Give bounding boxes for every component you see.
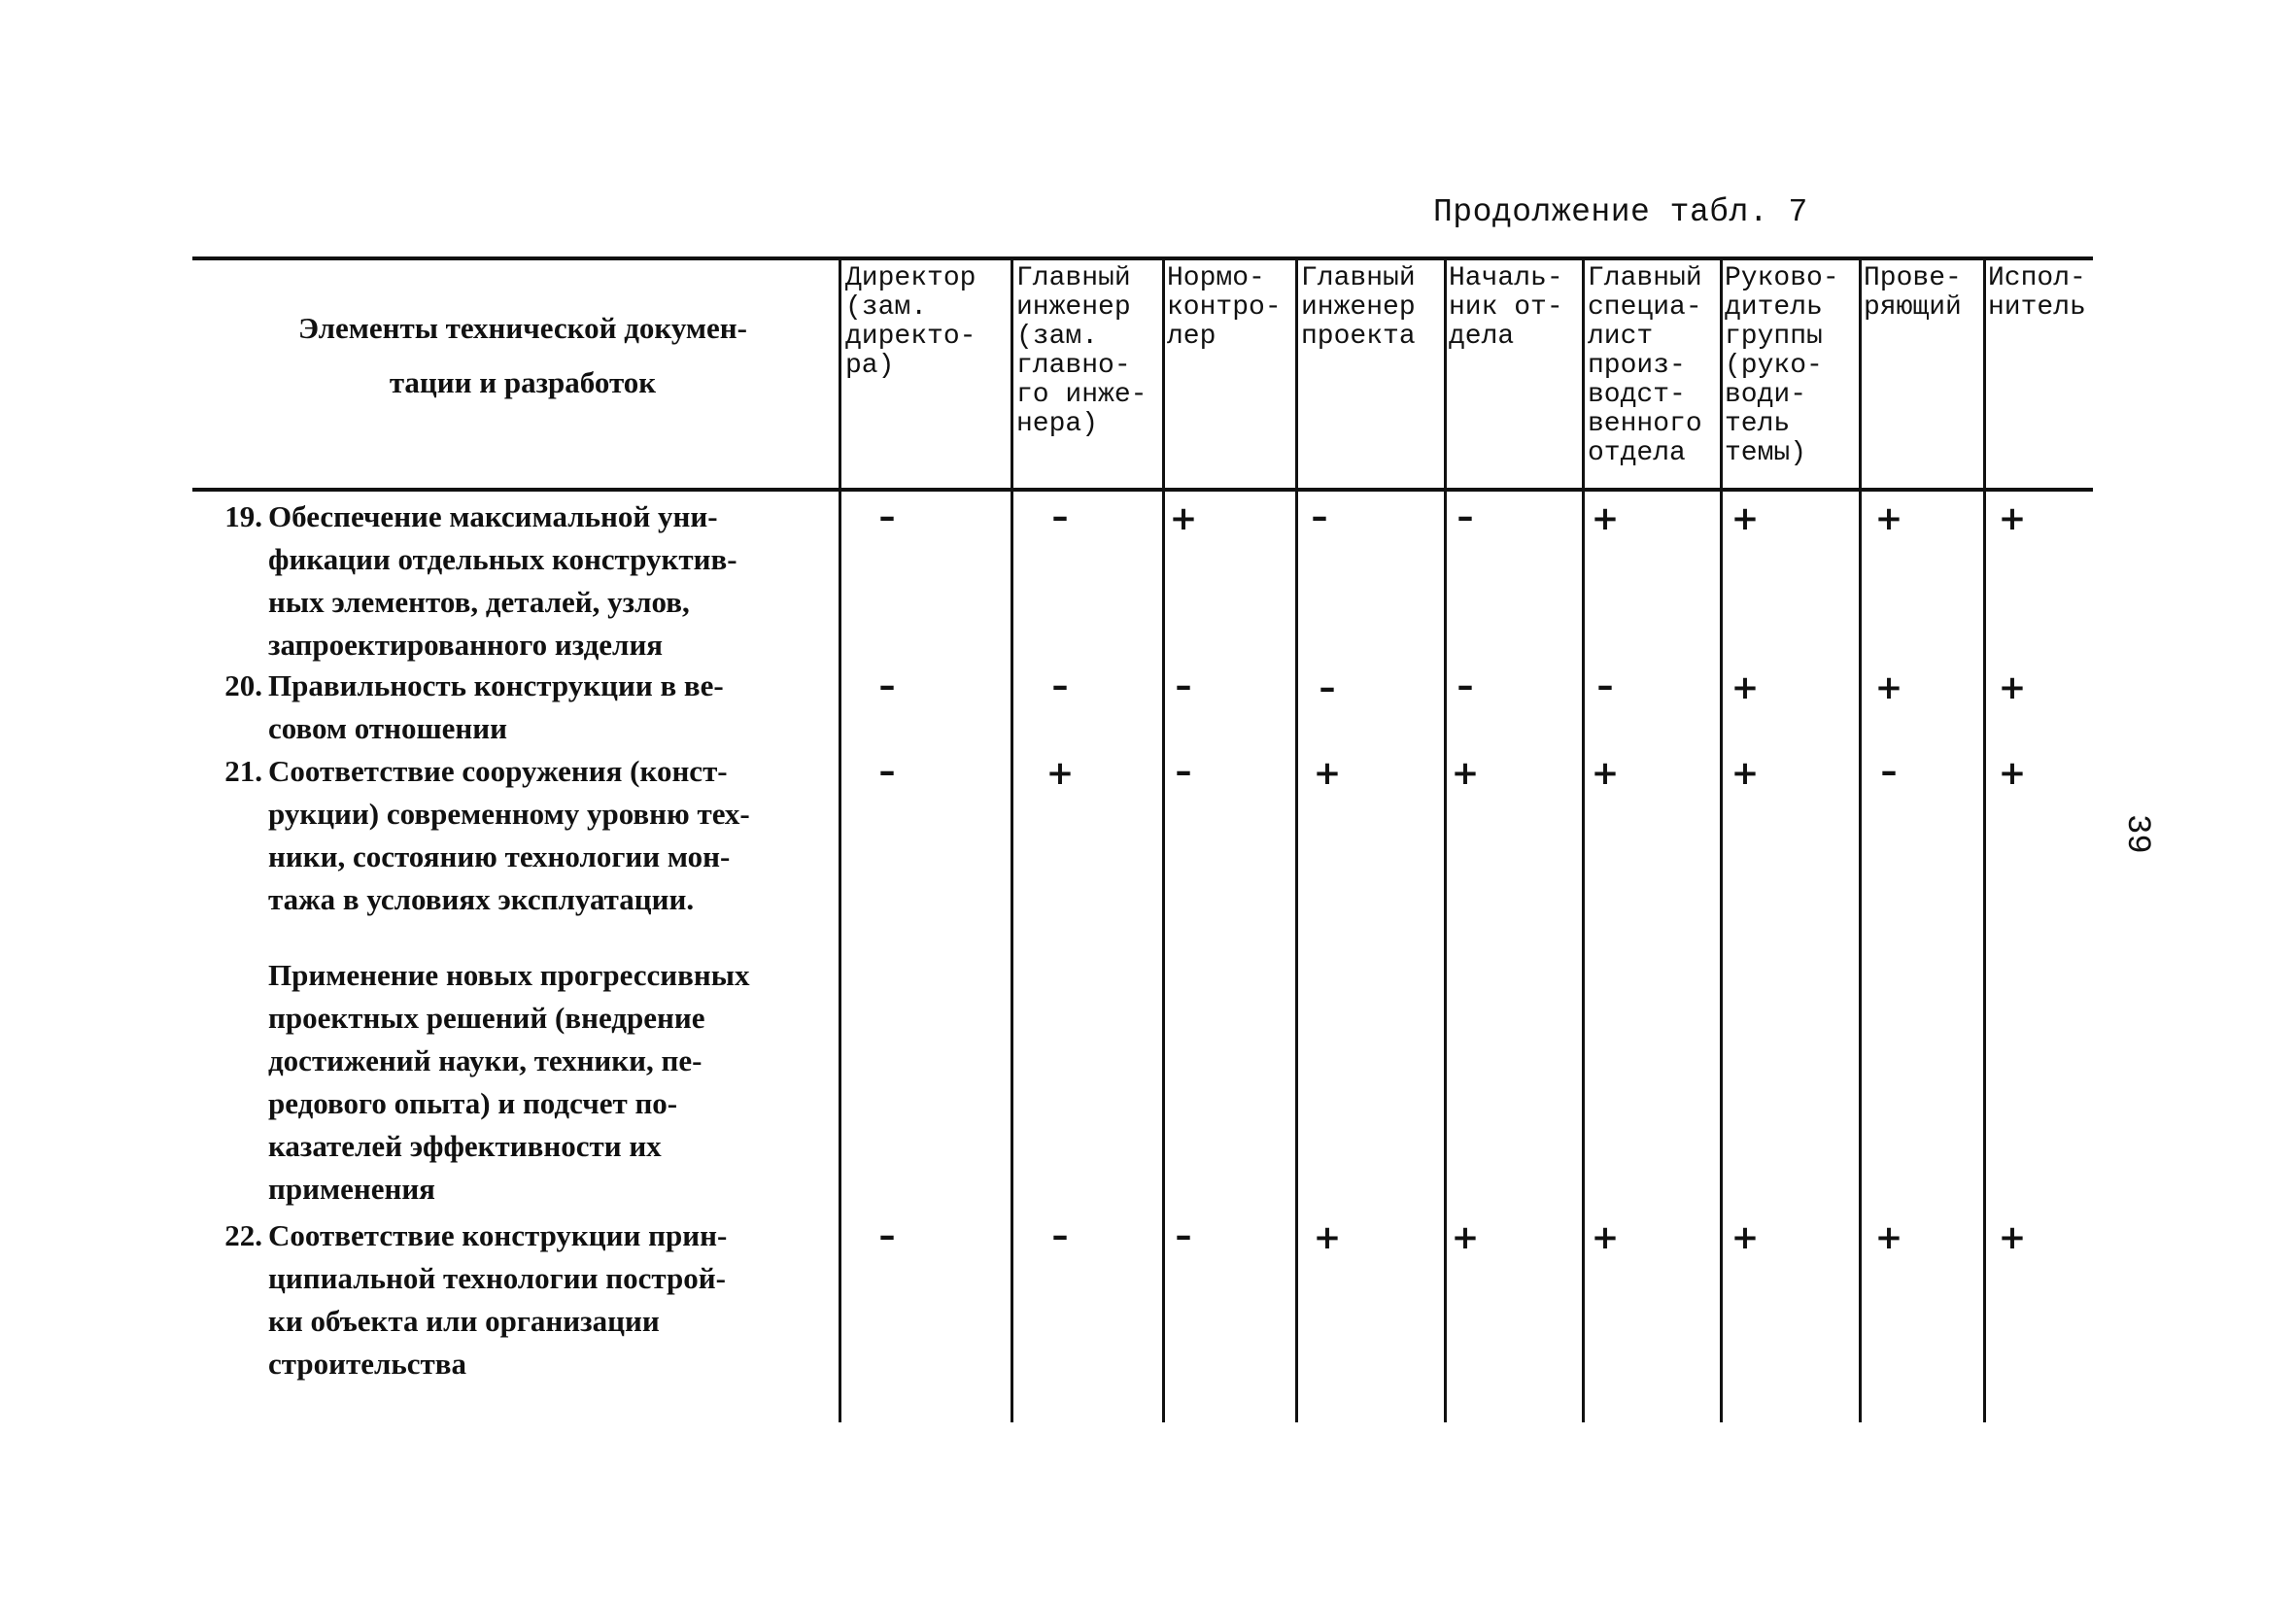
mark: – [1051,497,1069,536]
row-number: 21. [224,754,262,788]
header-chief-specialist: Главный специа- лист произ- водст- венного отдела [1588,263,1702,468]
row-text: Правильность конструкции в ве- совом отношении [268,668,724,745]
header-group-leader: Руково- дитель группы (руко- води- тель темы) [1725,263,1839,468]
mark: + [1169,499,1198,538]
mark: + [1451,754,1480,793]
mark: + [1591,1218,1620,1257]
page-number: 39 [2118,814,2155,854]
column-divider [1295,260,1298,1422]
mark: – [878,752,896,791]
mark: + [1731,1218,1760,1257]
column-divider [1720,260,1723,1422]
column-divider [1983,260,1986,1422]
mark: – [1880,752,1898,791]
mark: – [1456,666,1474,705]
row-number: 19. [224,499,262,533]
mark: + [1591,499,1620,538]
mark: + [1045,754,1075,793]
row-text: Обеспечение максимальной уни- фикации отдельных конструктив- ных элементов, деталей, узлов, запроектированного изделия [268,499,737,662]
mark: + [1731,754,1760,793]
mark: + [1313,1218,1342,1257]
row-number: 22. [224,1218,262,1252]
mark: – [1175,752,1192,791]
mark: + [1998,668,2027,707]
mark: – [1175,1216,1192,1255]
row-text-continuation: Применение новых прогрессивных проектных решений (внедрение достижений науки, техники, пе- редового опыта) и подсчет по- казателей эффективности их применения [268,958,750,1206]
header-chief-engineer: Главный инженер (зам. главно- го инже- нера) [1016,263,1148,439]
mark: + [1998,1218,2027,1257]
mark: – [878,1216,896,1255]
table-caption: Продолжение табл. 7 [1433,194,1808,230]
mark: + [1874,668,1903,707]
header-chief-project-engineer: Главный инженер проекта [1301,263,1416,352]
column-divider [1011,260,1013,1422]
mark: + [1874,1218,1903,1257]
mark: + [1313,754,1342,793]
header-elements: Элементы технической докумен- тации и разработок [298,311,747,399]
column-divider [1582,260,1585,1422]
mark: + [1731,499,1760,538]
header-checker: Прове- ряющий [1864,263,1962,323]
header-bottom-rule [192,488,2093,492]
table-top-rule [192,256,2093,260]
row-text: Соответствие конструкции прин- ципиальной технологии построй- ки объекта или организации строительства [268,1218,728,1381]
column-divider [1859,260,1862,1422]
row-text: Соответствие сооружения (конст- рукции) современному уровню тех- ники, состоянию технологии мон- тажа в условиях эксплуатации. [268,754,750,916]
mark: – [1319,668,1336,707]
mark: – [1596,666,1614,705]
mark: – [878,666,896,705]
mark: – [1175,666,1192,705]
mark: + [1731,668,1760,707]
row-number: 20. [224,668,262,702]
mark: + [1874,499,1903,538]
mark: + [1998,754,2027,793]
mark: – [1311,497,1328,536]
header-norm-controller: Нормо- контро- лер [1167,263,1282,352]
mark: – [1456,497,1474,536]
mark: – [878,497,896,536]
mark: + [1998,499,2027,538]
mark: – [1051,666,1069,705]
mark: + [1591,754,1620,793]
header-department-head: Началь- ник от- дела [1449,263,1563,352]
header-director: Директор (зам. директо- ра) [845,263,977,381]
responsibility-table [192,256,2093,1422]
header-executor: Испол- нитель [1988,263,2086,323]
mark: + [1451,1218,1480,1257]
mark: – [1051,1216,1069,1255]
